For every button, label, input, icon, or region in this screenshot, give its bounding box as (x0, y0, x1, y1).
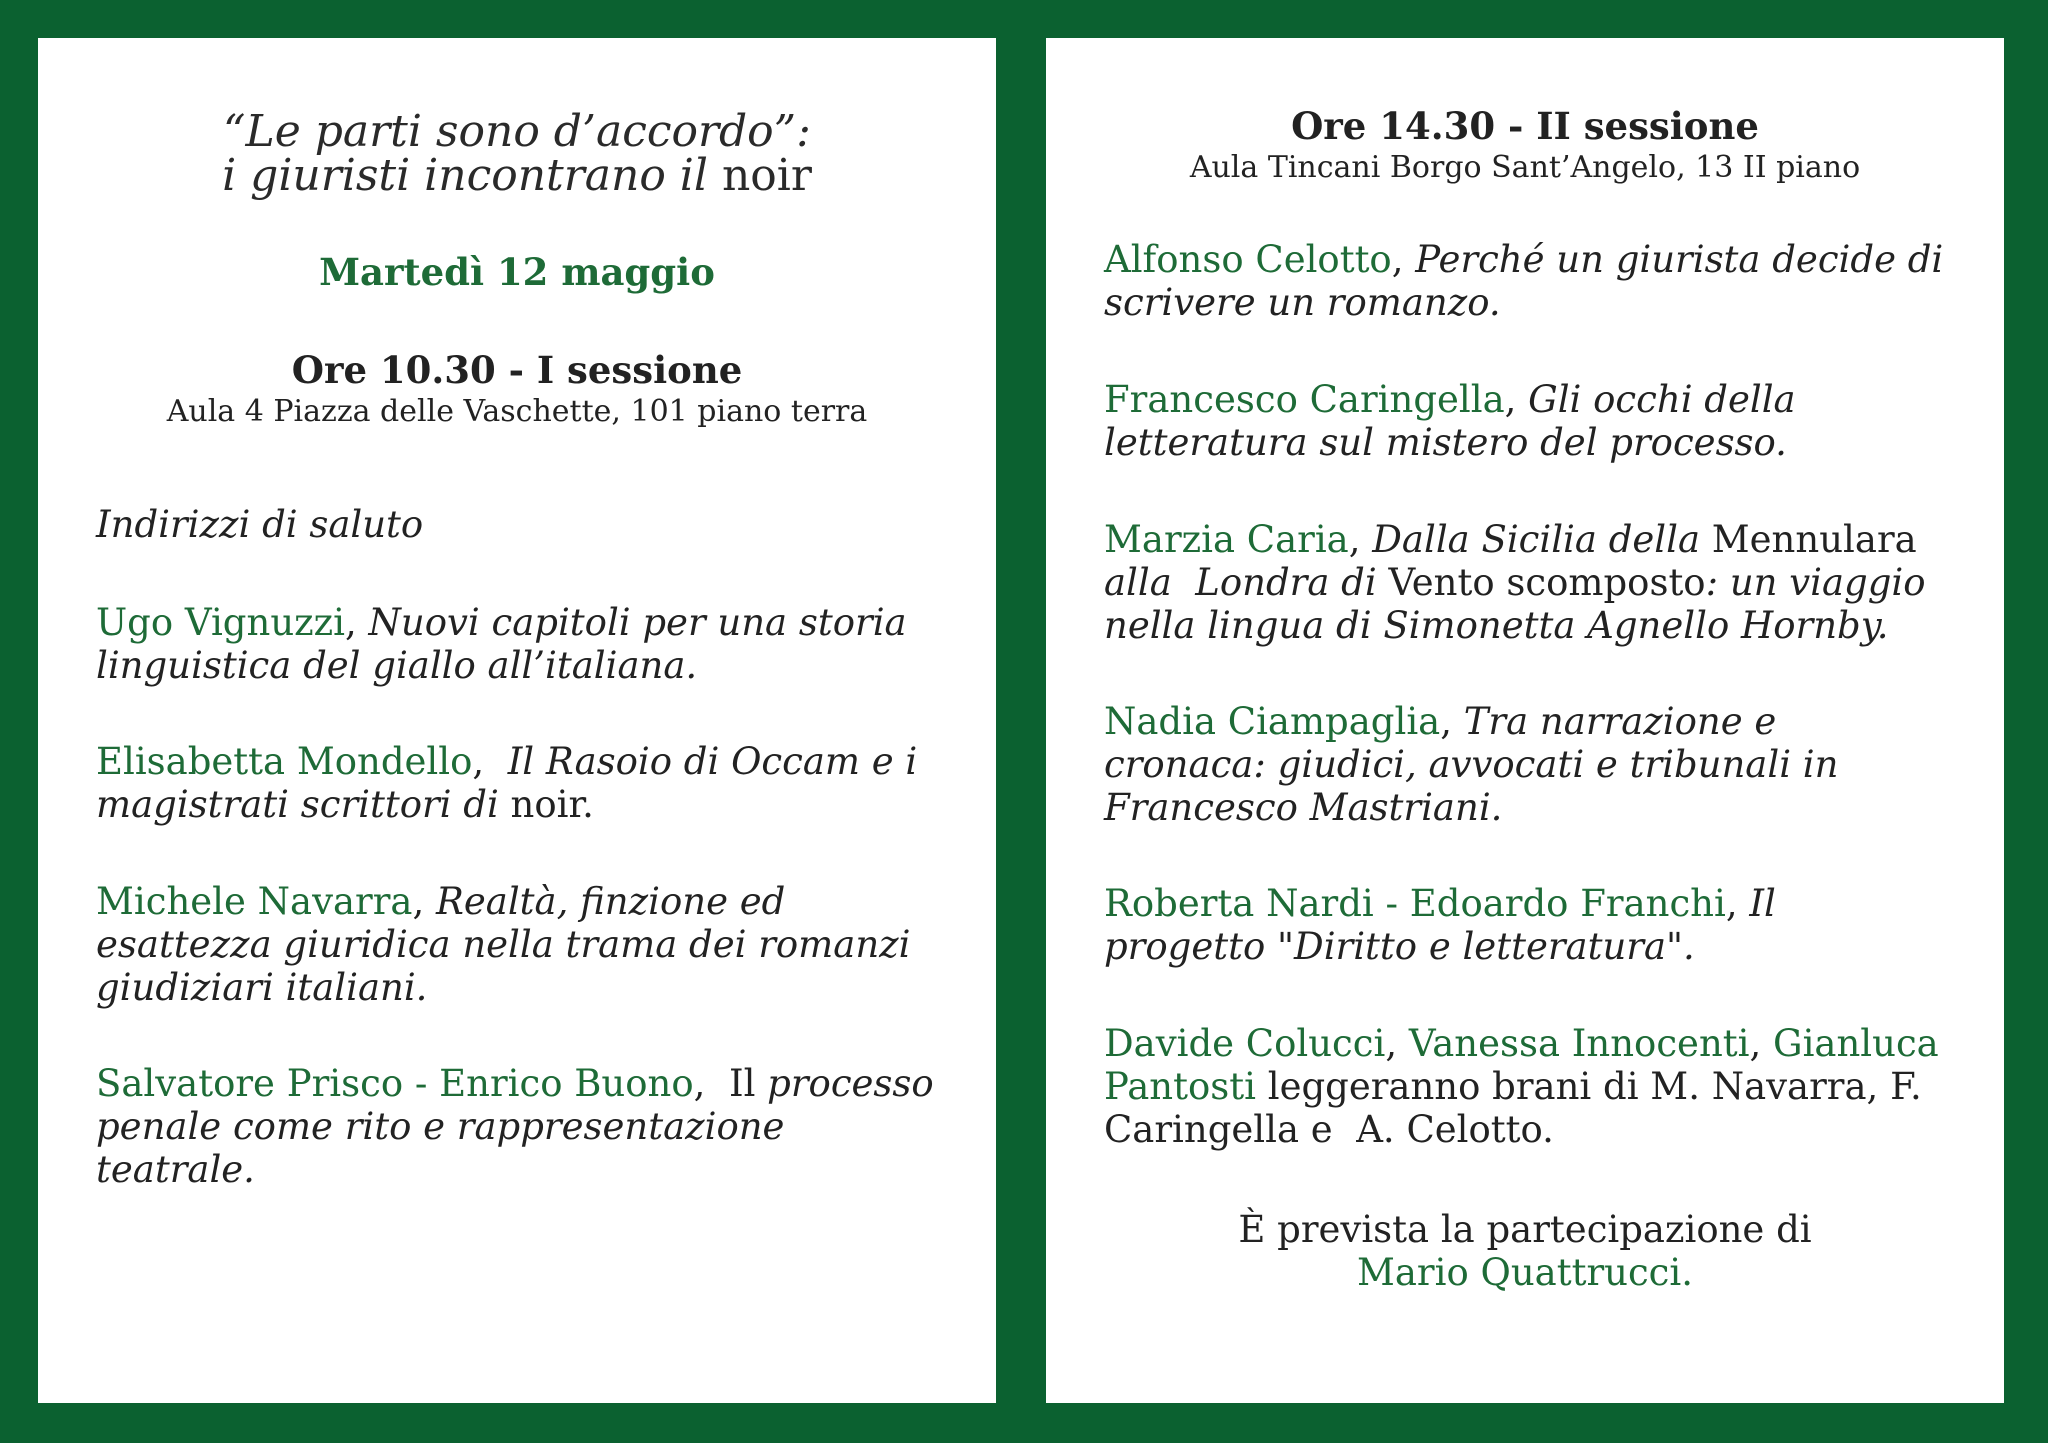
talk-title-part: : un viaggio nella lingua di Simonetta Agnello Hornby. (1104, 561, 1938, 647)
talk-title: Tra narrazione e cronaca: giudici, avvocati e tribunali in Francesco Mastriani. (1104, 700, 1839, 829)
event-date: Martedì 12 maggio (319, 250, 715, 294)
event-title (96, 106, 938, 201)
talk-title: processo penale come rito e rappresentazione teatrale. (96, 1062, 946, 1191)
left-panel (38, 38, 996, 1403)
separator: , (412, 880, 437, 923)
speaker-name: Salvatore Prisco (96, 1062, 404, 1105)
separator: , (1504, 378, 1529, 421)
separator: , (1391, 238, 1416, 281)
separator: , (1440, 700, 1464, 743)
reader-name: Vanessa Innocenti (1408, 1022, 1750, 1065)
talk-title: Gli occhi della letteratura sul mistero del processo. (1104, 378, 1796, 464)
book-title: Mennulara (1700, 518, 1917, 561)
separator: , (1348, 518, 1373, 561)
separator: , (1385, 1022, 1409, 1065)
book-title: Vento scomposto (1376, 561, 1706, 604)
speaker-name: Ugo Vignuzzi (96, 601, 345, 644)
talk-title-tail: noir. (498, 783, 594, 826)
title-line-1: “Le parti sono d’accordo”: (223, 106, 811, 157)
program-entry (1104, 378, 1946, 464)
separator-dash: - (1373, 882, 1410, 925)
talk-title: Perché un giurista decide di scrivere un romanzo. (1104, 238, 1944, 324)
program-entry (1104, 882, 1946, 968)
program-entry (1104, 518, 1946, 647)
session-2-heading: Ore 14.30 - II sessione (1291, 104, 1759, 148)
reader-name: Davide Colucci (1104, 1022, 1386, 1065)
separator: , (472, 740, 508, 783)
session-2-location: Aula Tincani Borgo Sant’Angelo, 13 II piano (1189, 150, 1861, 185)
program-entry (96, 1062, 946, 1191)
closing-guest-name: Mario Quattrucci. (1356, 1251, 1694, 1294)
closing-line: È prevista la partecipazione di (1238, 1208, 1812, 1251)
greeting-text: Indirizzi di saluto (96, 503, 424, 546)
session-1-location: Aula 4 Piazza delle Vaschette, 101 piano terra (166, 394, 868, 429)
speaker-name: Michele Navarra (96, 880, 413, 923)
reader-name: Gianluca Pantosti (1104, 1022, 1951, 1108)
separator: , (1725, 882, 1750, 925)
title-line-2-italic: i giuristi incontrano il (222, 150, 708, 201)
speaker-name: Enrico Buono (439, 1062, 694, 1105)
talk-title-part: alla Londra di (1104, 518, 1929, 604)
talk-title-part: Dalla Sicilia della (1372, 518, 1701, 561)
closing-note (1104, 1208, 1946, 1294)
talk-title: Nuovi capitoli per una storia linguistica del giallo all’italiana. (96, 601, 907, 687)
separator: , (344, 601, 369, 644)
separator-dash: - (403, 1062, 440, 1105)
right-panel (1046, 38, 2004, 1403)
readers-entry (1104, 1022, 1951, 1151)
program-entry (96, 601, 938, 687)
separator: , (1749, 1022, 1774, 1065)
speaker-name: Edoardo Franchi (1409, 882, 1726, 925)
talk-title: Realtà, finzione ed esattezza giuridica nella trama dei romanzi giudiziari italiani. (96, 880, 911, 1009)
speaker-name: Roberta Nardi (1104, 882, 1374, 925)
program-entry (1104, 238, 1946, 324)
program-entry (96, 740, 938, 826)
talk-title: Il Rasoio di Occam e i magistrati scrittori di (96, 740, 930, 826)
separator: , (693, 1062, 729, 1105)
program-entry (1104, 700, 1946, 829)
title-line-2 (96, 150, 938, 201)
talk-title: Il progetto "Diritto e letteratura". (1104, 882, 1788, 968)
talk-title-word: Il (728, 1062, 756, 1105)
speaker-name: Marzia Caria (1104, 518, 1349, 561)
speaker-name: Alfonso Celotto (1104, 238, 1392, 281)
speaker-name: Nadia Ciampaglia (1104, 700, 1441, 743)
speaker-name: Elisabetta Mondello (96, 740, 473, 783)
program-entry (96, 880, 938, 1009)
title-line-2-word: noir (721, 150, 812, 201)
session-1-heading: Ore 10.30 - I sessione (291, 348, 743, 392)
speaker-name: Francesco Caringella (1104, 378, 1505, 421)
readers-text: leggeranno brani di M. Navarra, F. Caringella e A. Celotto. (1104, 1065, 1934, 1151)
